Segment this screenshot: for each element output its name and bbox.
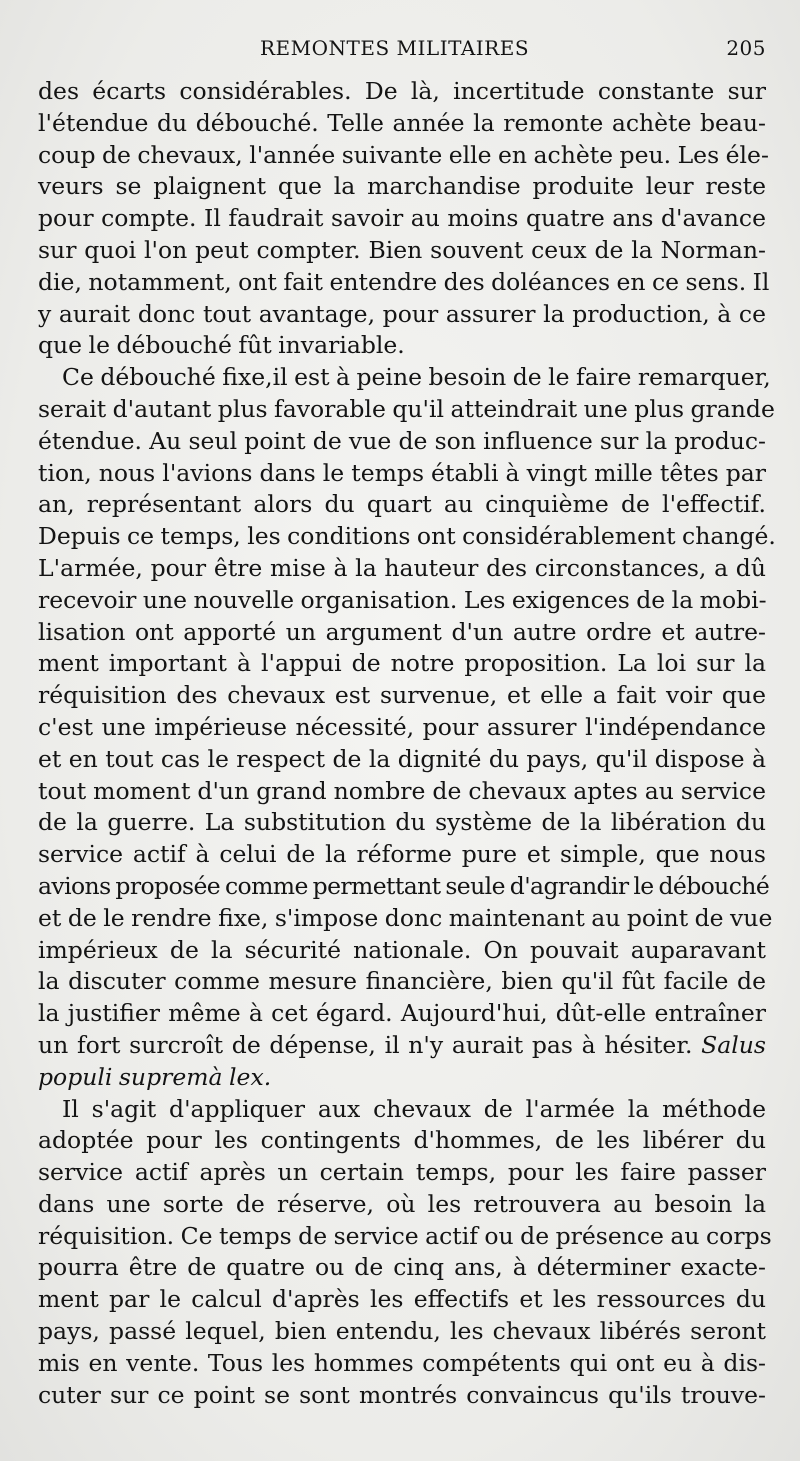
text-line: serait d'autant plus favorable qu'il atteindrait une plus grande: [38, 394, 775, 423]
text-line: ment important à l'appui de notre proposition. La loi sur la: [38, 649, 766, 678]
text-line: la justifier même à cet égard. Aujourd'hui, dût-elle entraîner: [38, 999, 766, 1028]
text-line: pays, passé lequel, bien entendu, les chevaux libérés seront: [38, 1317, 766, 1346]
latin-phrase-end: populi supremà lex.: [38, 1062, 272, 1091]
text-line: réquisition. Ce temps de service actif ou de présence au corps: [38, 1221, 772, 1250]
text-line: réquisition des chevaux est survenue, et elle a fait voir que: [38, 681, 766, 710]
text-line: mis en vente. Tous les hommes compétents qui ont eu à dis-: [38, 1348, 766, 1377]
text-line: an, représentant alors du quart au cinquième de l'effectif.: [38, 490, 766, 519]
text-line: étendue. Au seul point de vue de son influence sur la produc-: [38, 426, 766, 455]
text-line: L'armée, pour être mise à la hauteur des circonstances, a dû: [38, 553, 766, 582]
text-line: pourra être de quatre ou de cinq ans, à déterminer exacte-: [38, 1253, 766, 1282]
text-line: pour compte. Il faudrait savoir au moins quatre ans d'avance: [38, 204, 766, 233]
text-line: tout moment d'un grand nombre de chevaux aptes au service: [38, 776, 766, 805]
paragraph-end-line: que le débouché fût invariable.: [38, 331, 405, 360]
text-line: lisation ont apporté un argument d'un autre ordre et autre-: [38, 617, 766, 646]
text-line: die, notamment, ont fait entendre des doléances en ce sens. Il: [38, 267, 770, 296]
page-header: [38, 36, 766, 60]
paragraph-start-line: Il s'agit d'appliquer aux chevaux de l'armée la méthode: [62, 1094, 766, 1123]
text-line: veurs se plaignent que la marchandise produite leur reste: [38, 172, 766, 201]
text-line: des écarts considérables. De là, incertitude constante sur: [38, 77, 766, 105]
text-line: cuter sur ce point se sont montrés convaincus qu'ils trouve-: [38, 1380, 766, 1409]
text-line: service actif à celui de la réforme pure et simple, que nous: [38, 840, 766, 869]
text-line: coup de chevaux, l'année suivante elle en achète peu. Les éle-: [38, 140, 769, 169]
text-line-with-italic: [38, 1030, 766, 1062]
text-line: dans une sorte de réserve, où les retrouvera au besoin la: [38, 1189, 766, 1218]
text-line: y aurait donc tout avantage, pour assurer la production, à ce: [38, 299, 766, 328]
text-line: et de le rendre fixe, s'impose donc maintenant au point de vue: [38, 903, 773, 932]
text-line: l'étendue du débouché. Telle année la remonte achète beau-: [38, 108, 766, 137]
running-title: REMONTES MILITAIRES: [260, 36, 530, 60]
text-line: sur quoi l'on peut compter. Bien souvent ceux de la Norman-: [38, 235, 766, 264]
text-line: c'est une impérieuse nécessité, pour assurer l'indépendance: [38, 712, 766, 741]
text-line: recevoir une nouvelle organisation. Les exigences de la mobi-: [38, 585, 767, 614]
text-line: impérieux de la sécurité nationale. On pouvait auparavant: [38, 935, 766, 964]
text-line: tion, nous l'avions dans le temps établi à vingt mille têtes par: [38, 458, 766, 487]
page-number: 205: [726, 36, 766, 60]
text-line: Depuis ce temps, les conditions ont considérablement changé.: [38, 522, 776, 551]
text-line: ment par le calcul d'après les effectifs et les ressources du: [38, 1285, 766, 1314]
body-text: [38, 76, 776, 1411]
text-line: adoptée pour les contingents d'hommes, de les libérer du: [38, 1126, 766, 1155]
text-line-roman-part: un fort surcroît de dépense, il n'y aurait pas à hésiter.: [38, 1030, 693, 1059]
text-line: de la guerre. La substitution du système de la libération du: [38, 808, 766, 837]
text-line: avions proposée comme permettant seule d'agrandir le débouché: [38, 871, 770, 900]
text-line: et en tout cas le respect de la dignité du pays, qu'il dispose à: [38, 744, 766, 773]
text-line: service actif après un certain temps, pour les faire passer: [38, 1158, 766, 1187]
text-line: la discuter comme mesure financière, bien qu'il fût facile de: [38, 967, 766, 996]
latin-phrase-start: Salus: [701, 1030, 766, 1059]
paragraph-start-line: Ce débouché fixe,il est à peine besoin de le faire remarquer,: [62, 363, 771, 392]
